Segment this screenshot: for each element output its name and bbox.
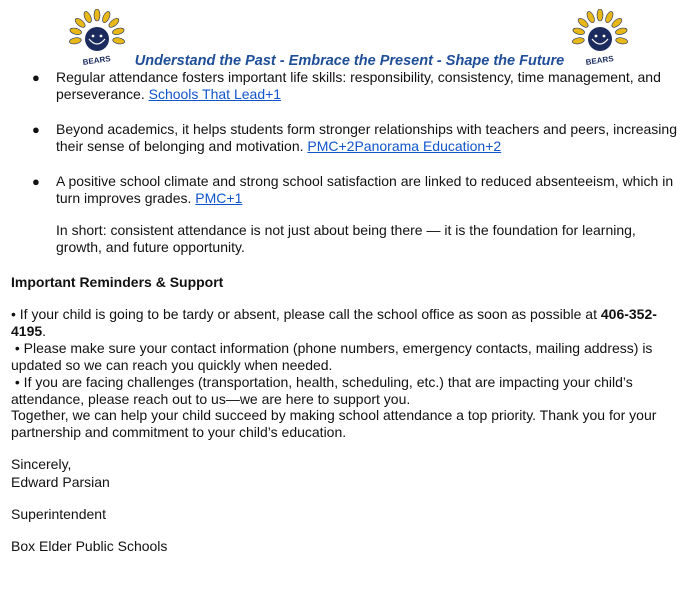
closing-paragraph: Together, we can help your child succeed by making school attendance a top priority. Thank you for your partnership and commitment to your child’s education.: [11, 407, 657, 440]
reminder-item: • If your child is going to be tardy or absent, please call the school office as soon as possible at 406-352-4195.: [11, 306, 657, 339]
signature-organization: Box Elder Public Schools: [11, 538, 168, 554]
source-link[interactable]: PMC+2Panorama Education+2: [307, 138, 502, 154]
reminder-item: • If you are facing challenges (transportation, health, scheduling, etc.) that are impacting your child’s attendance, please reach out to us—we are here to support you.: [11, 374, 637, 407]
bullet-dot-icon: ●: [32, 70, 40, 85]
bullet-text: Regular attendance fosters important life skills: responsibility, consistency, time management, and perseverance.: [56, 69, 661, 102]
face-icon: [588, 27, 612, 51]
bullet-text: Beyond academics, it helps students form stronger relationships with teachers and peers, increasing their sense of belonging and motivation.: [56, 121, 677, 154]
signature-name: Edward Parsian: [11, 474, 110, 490]
bullet-text: A positive school climate and strong school satisfaction are linked to reduced absenteeism, which in turn improves grades.: [56, 173, 674, 206]
source-link[interactable]: PMC+1: [195, 190, 243, 206]
bullet-dot-icon: ●: [32, 122, 40, 137]
logo-text: BEARS: [82, 54, 112, 67]
face-icon: [85, 27, 109, 51]
reminder-item: • Please make sure your contact information (phone numbers, emergency contacts, mailing address) is updated so we can reach you quickly when needed.: [11, 340, 657, 373]
source-link[interactable]: Schools That Lead+1: [148, 86, 282, 102]
bullet-dot-icon: ●: [32, 174, 40, 189]
summary-paragraph: In short: consistent attendance is not just about being there — it is the foundation for learning, growth, and future opportunity.: [56, 222, 636, 255]
reminders-list: [11, 306, 687, 408]
phone-number: 406-352-4195: [11, 306, 657, 339]
logo-text: BEARS: [585, 54, 615, 67]
signature-title: Superintendent: [11, 506, 106, 522]
signature-salutation: Sincerely,: [11, 456, 72, 472]
motto-heading: Understand the Past - Embrace the Present - Shape the Future: [134, 53, 565, 69]
reminders-heading: Important Reminders & Support: [11, 274, 224, 290]
